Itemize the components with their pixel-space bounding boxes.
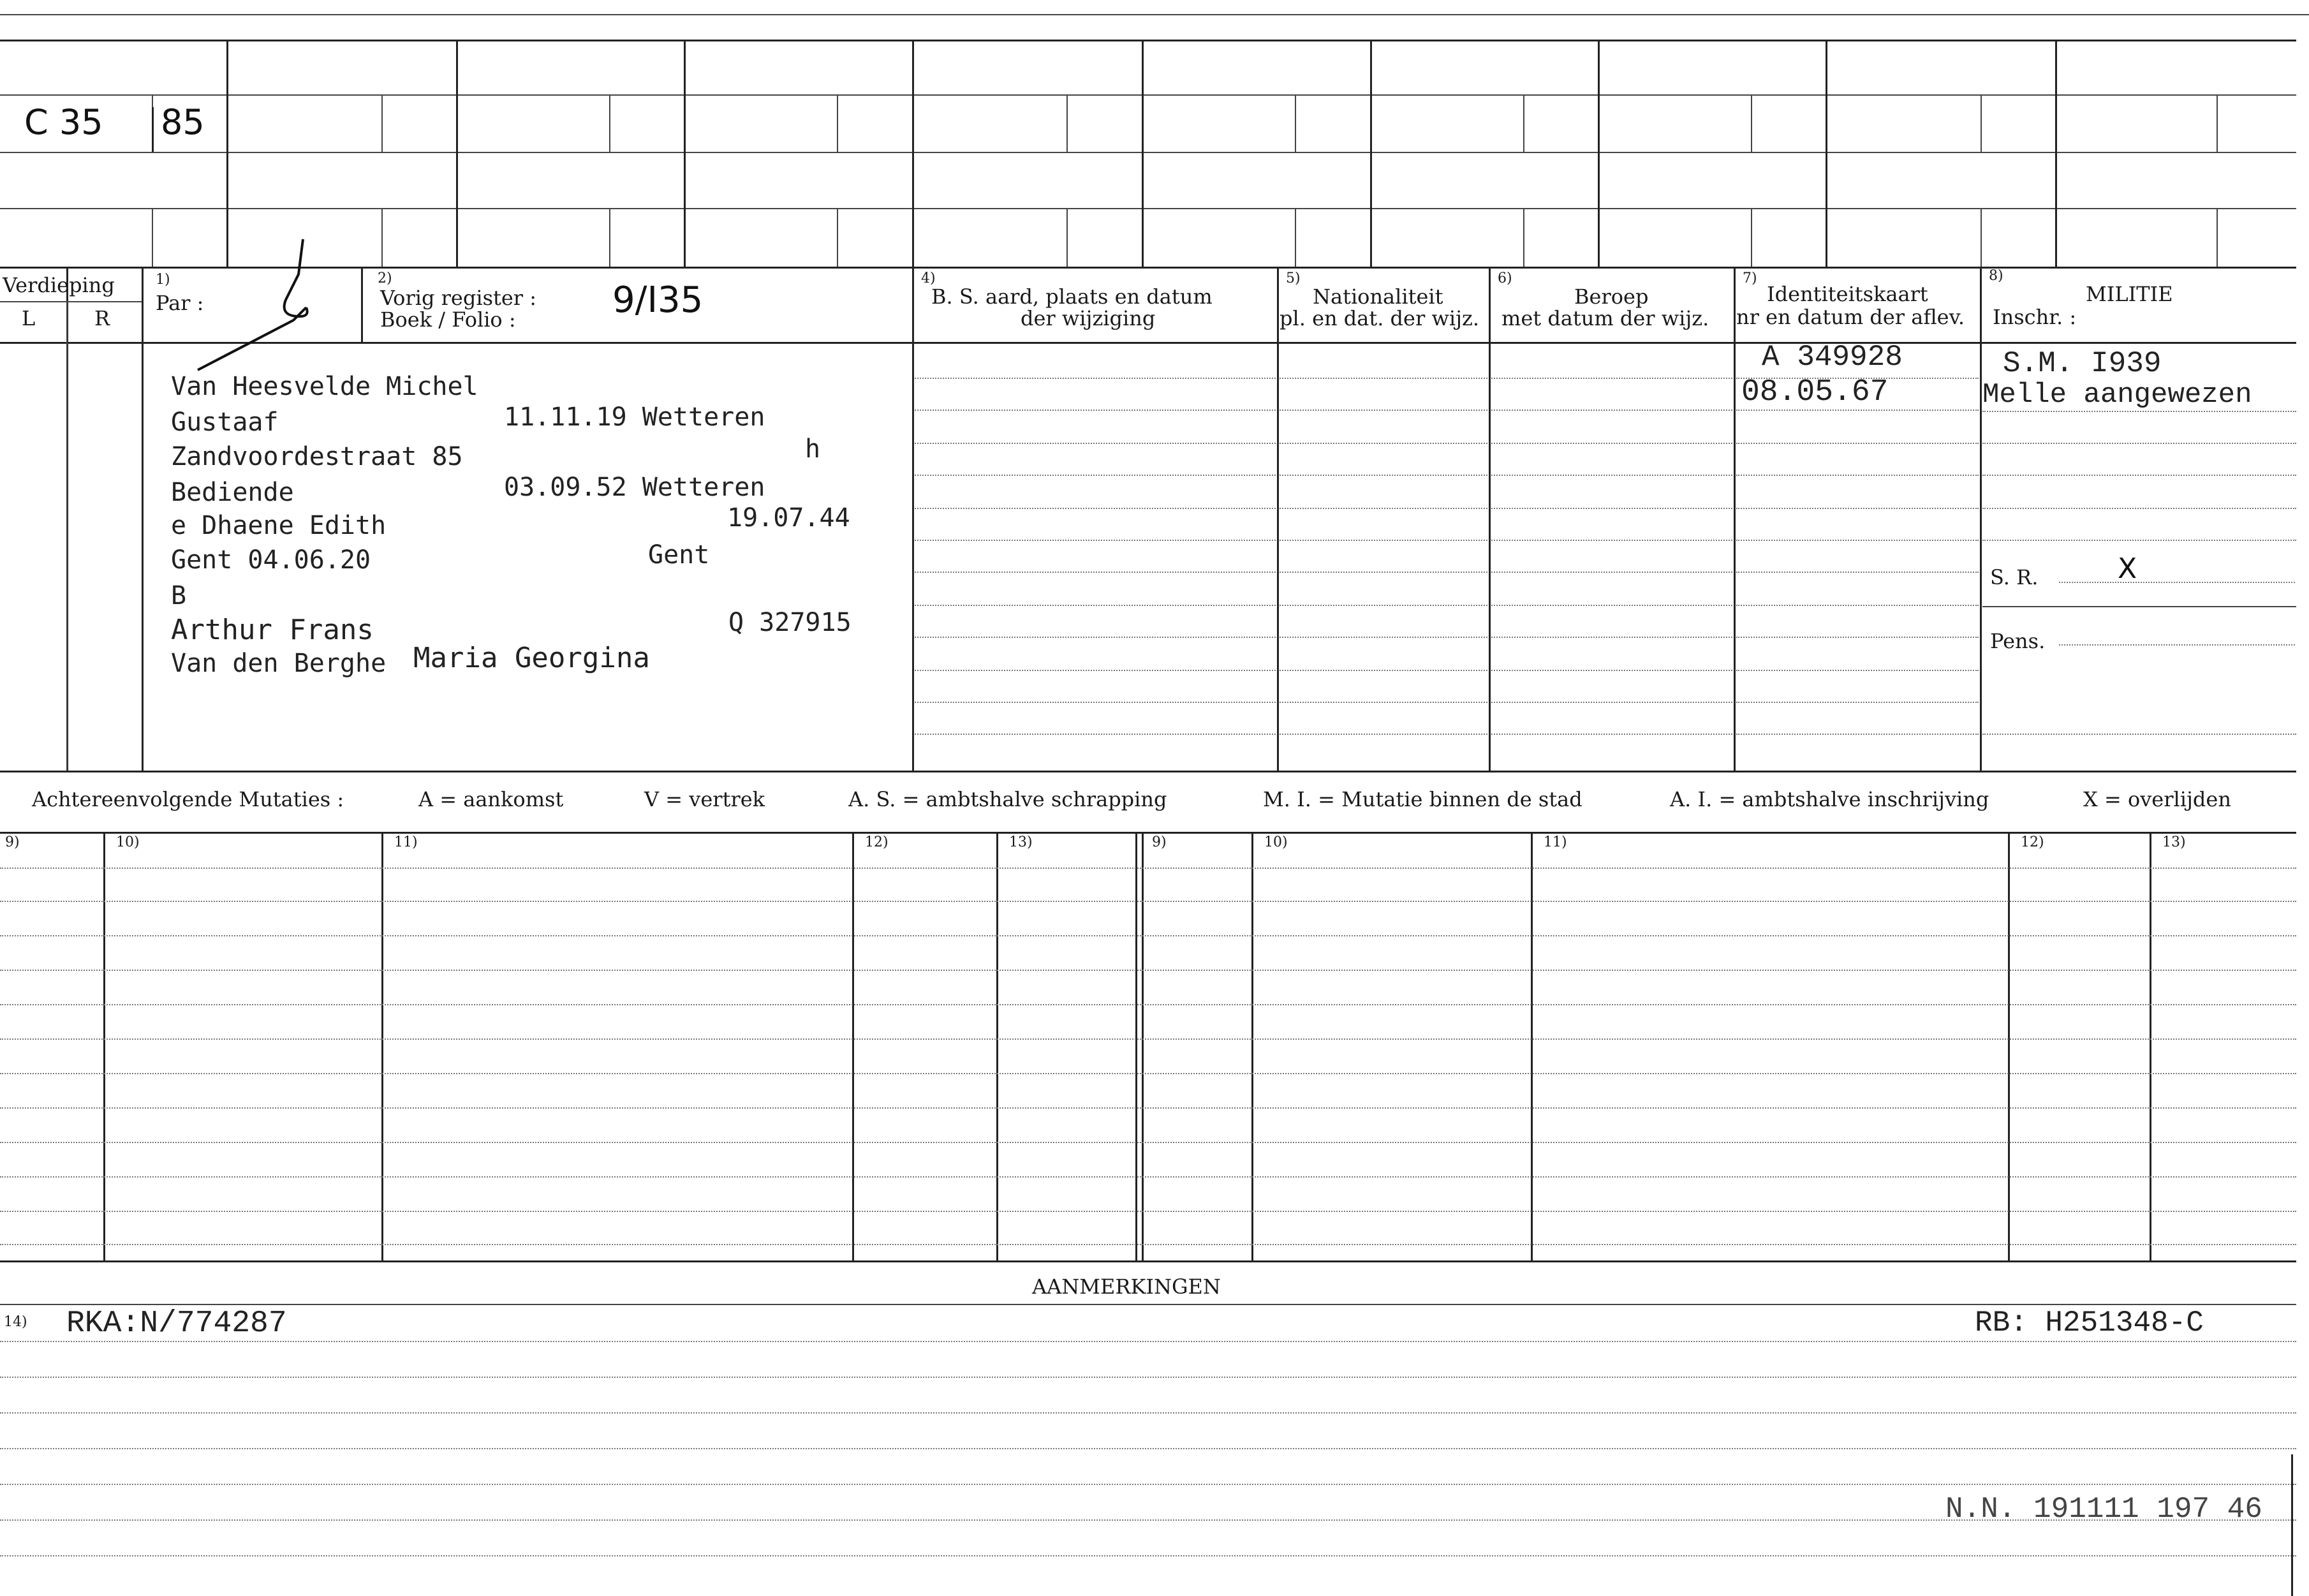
person-marker: h bbox=[805, 434, 821, 464]
grid-sub bbox=[1523, 94, 1524, 152]
col5-number: 5) bbox=[1286, 270, 1301, 286]
mut-col-13b: 13) bbox=[2162, 834, 2186, 850]
col5-title: Nationaliteit bbox=[1313, 284, 1443, 309]
mut-col-12b: 12) bbox=[2021, 834, 2044, 850]
code-divider bbox=[152, 107, 154, 152]
grid-col bbox=[2055, 40, 2057, 267]
grid-sub bbox=[152, 208, 153, 267]
mother-name: Van den Berghe bbox=[171, 649, 387, 678]
militie-title: MILITIE bbox=[2086, 282, 2173, 306]
spouse-birth: Gent 04.06.20 bbox=[171, 545, 371, 575]
vorig-register-label: Vorig register : bbox=[380, 286, 537, 310]
legend-mutatie-stad: M. I. = Mutatie binnen de stad bbox=[1263, 787, 1582, 811]
grid-sub bbox=[381, 94, 383, 152]
legend-overlijden: X = overlijden bbox=[2083, 787, 2231, 811]
col4-subtitle: der wijziging bbox=[1021, 306, 1156, 330]
id-card-date: 08.05.67 bbox=[1741, 375, 1889, 410]
col7-subtitle: nr en datum der aflev. bbox=[1736, 305, 1965, 329]
right-edge-mark bbox=[2291, 1454, 2293, 1596]
grid-sub bbox=[2217, 94, 2218, 152]
aanmerkingen-top bbox=[0, 1304, 2296, 1305]
body-bottom bbox=[0, 771, 2296, 772]
mut-col-11b: 11) bbox=[1544, 834, 1567, 850]
grid-col bbox=[1370, 40, 1372, 267]
r-label: R bbox=[94, 306, 110, 330]
legend-aankomst: A = aankomst bbox=[418, 787, 564, 811]
col4-title: B. S. aard, plaats en datum bbox=[931, 284, 1213, 309]
grid-sub bbox=[1295, 208, 1296, 267]
grid-sub bbox=[609, 208, 610, 267]
mutaties-top bbox=[0, 832, 2296, 834]
grid-line bbox=[0, 152, 2296, 153]
person-given-name: Gustaaf bbox=[171, 408, 279, 437]
grid-sub bbox=[1295, 94, 1296, 152]
col6-number: 6) bbox=[1498, 270, 1512, 286]
vorig-col bbox=[361, 267, 363, 342]
status-letter: B bbox=[171, 581, 187, 610]
militie-melle: Melle aangewezen bbox=[1982, 379, 2252, 411]
lr-split bbox=[66, 301, 68, 771]
col6-title: Beroep bbox=[1574, 284, 1649, 309]
grid-sub bbox=[1751, 208, 1752, 267]
rb-number: RB: H251348-C bbox=[1975, 1306, 2204, 1340]
person-profession: Bediende bbox=[171, 478, 294, 507]
grid-col bbox=[912, 40, 914, 267]
verdieping-split bbox=[0, 301, 142, 302]
grid-col bbox=[1142, 40, 1144, 267]
mut-col-9: 9) bbox=[5, 834, 20, 850]
person-name: Van Heesvelde Michel bbox=[171, 372, 478, 401]
aanmerkingen-title: AANMERKINGEN bbox=[1032, 1275, 1221, 1299]
grid-col bbox=[1598, 40, 1600, 267]
grid-sub bbox=[1066, 94, 1068, 152]
card-number: 85 bbox=[161, 102, 205, 142]
rka-number: RKA:N/774287 bbox=[66, 1306, 287, 1341]
mut-col-13: 13) bbox=[1009, 834, 1033, 850]
grid-sub bbox=[1066, 208, 1068, 267]
sr-label: S. R. bbox=[1990, 565, 2039, 589]
grid-sub bbox=[837, 208, 838, 267]
grid-sub bbox=[837, 94, 838, 152]
mut-col-12: 12) bbox=[865, 834, 889, 850]
person-marriage: 03.09.52 Wetteren bbox=[504, 473, 765, 502]
grid-line bbox=[0, 94, 2296, 96]
col5-subtitle: pl. en dat. der wijz. bbox=[1280, 306, 1480, 330]
col6-subtitle: met datum der wijz. bbox=[1501, 306, 1709, 330]
inschr-label: Inschr. : bbox=[1993, 305, 2077, 329]
par-signature-mark bbox=[191, 236, 357, 383]
person-address: Zandvoordestraat 85 bbox=[171, 442, 463, 471]
mut-col-9b: 9) bbox=[1152, 834, 1167, 850]
sr-value: X bbox=[2118, 552, 2137, 585]
grid-col bbox=[226, 40, 228, 267]
grid-col bbox=[456, 40, 458, 267]
mut-col-11: 11) bbox=[394, 834, 418, 850]
grid-sub bbox=[1981, 208, 1982, 267]
boek-folio-label: Boek / Folio : bbox=[380, 307, 516, 332]
mother-given-name: Maria Georgina bbox=[413, 642, 650, 674]
reference-number: Q 327915 bbox=[728, 608, 852, 637]
grid-sub bbox=[381, 208, 383, 267]
pens-label: Pens. bbox=[1990, 629, 2046, 653]
grid-col bbox=[684, 40, 686, 267]
legend-inschrijving: A. I. = ambtshalve inschrijving bbox=[1670, 787, 1989, 811]
grid-sub bbox=[2217, 208, 2218, 267]
mutaties-bottom bbox=[0, 1260, 2296, 1262]
person-birth: 11.11.19 Wetteren bbox=[504, 403, 765, 432]
col2-number: 2) bbox=[378, 270, 392, 286]
mut-col-10b: 10) bbox=[1264, 834, 1288, 850]
verdieping-label: Verdieping bbox=[3, 273, 115, 297]
grid-sub bbox=[609, 94, 610, 152]
id-card-number: A 349928 bbox=[1762, 341, 1903, 374]
spouse-place: Gent bbox=[648, 540, 710, 570]
grid-col bbox=[1826, 40, 1827, 267]
col1-number: 1) bbox=[156, 272, 170, 288]
grid-sub bbox=[1981, 94, 1982, 152]
legend-vertrek: V = vertrek bbox=[644, 787, 765, 811]
aanmerkingen-number: 14) bbox=[4, 1314, 27, 1330]
father-name: Arthur Frans bbox=[171, 614, 374, 646]
nn-number: N.N. 191111 197 46 bbox=[1945, 1493, 2262, 1526]
grid-line bbox=[0, 208, 2296, 209]
mutaties-title: Achtereenvolgende Mutaties : bbox=[32, 787, 344, 811]
top-rule bbox=[0, 14, 2309, 15]
grid-sub bbox=[1751, 94, 1752, 152]
col7-title: Identiteitskaart bbox=[1767, 282, 1928, 306]
militie-sm: S.M. I939 bbox=[2003, 347, 2162, 380]
card-code: C 35 bbox=[24, 102, 103, 142]
legend-schrapping: A. S. = ambtshalve schrapping bbox=[848, 787, 1167, 811]
vorig-register-value: 9/I35 bbox=[612, 279, 704, 321]
spouse-name: e Dhaene Edith bbox=[171, 511, 387, 540]
col7-number: 7) bbox=[1743, 270, 1757, 286]
grid-line bbox=[0, 40, 2296, 41]
spouse-date: 19.07.44 bbox=[727, 503, 850, 533]
mut-col-10: 10) bbox=[116, 834, 140, 850]
par-label: Par : bbox=[156, 291, 204, 315]
grid-sub bbox=[1523, 208, 1524, 267]
col8-number: 8) bbox=[1989, 268, 2003, 284]
col4-number: 4) bbox=[921, 270, 936, 286]
l-label: L bbox=[22, 306, 36, 330]
